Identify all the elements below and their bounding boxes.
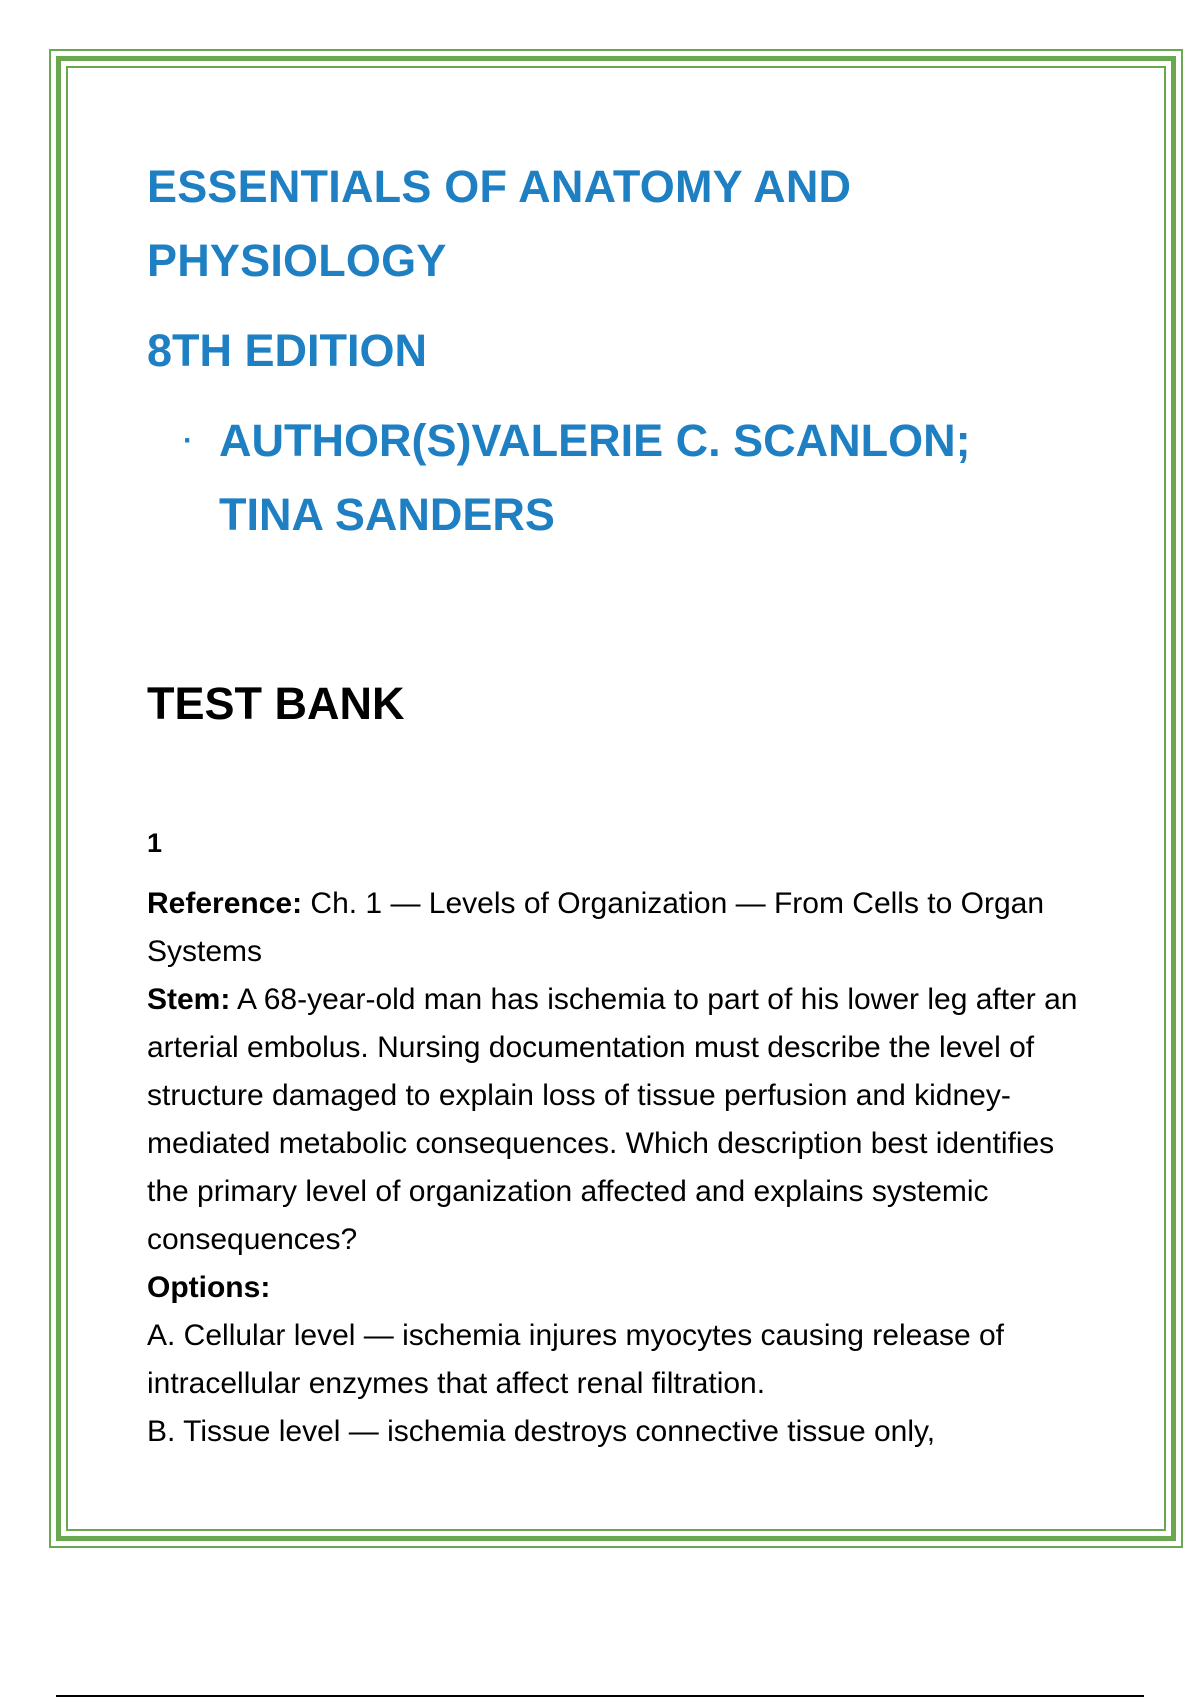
option-b: B. Tissue level — ischemia destroys connective tissue only,	[147, 1415, 936, 1448]
reference-text: Ch. 1 — Levels of Organization — From Cells to Organ Systems	[147, 887, 1045, 968]
bullet-icon: ·	[183, 424, 193, 457]
authors-list-item	[147, 404, 1097, 552]
authors-line-2: TINA SANDERS	[219, 489, 555, 540]
question-body	[147, 880, 1097, 1456]
page-content	[147, 150, 1097, 1456]
reference-label: Reference:	[147, 887, 303, 920]
title-line-1: ESSENTIALS OF ANATOMY AND	[147, 161, 852, 212]
authors-line-1: AUTHOR(S)VALERIE C. SCANLON;	[219, 415, 971, 466]
stem-text: A 68-year-old man has ischemia to part of his lower leg after an arterial embolus. Nursing documentation must describe the level of structure damaged to explain loss of tissue perfusion and kidney-mediated metabolic consequences. Which description best identifies the primary level of organization affected and explains systemic consequences?	[147, 983, 1078, 1256]
footer-divider	[56, 1695, 1144, 1697]
option-a: A. Cellular level — ischemia injures myocytes causing release of intracellular enzymes that affect renal filtration.	[147, 1319, 1005, 1400]
reference-paragraph	[147, 880, 1097, 976]
section-heading: TEST BANK	[147, 678, 405, 729]
edition-label: 8TH EDITION	[147, 325, 428, 376]
document-title	[147, 150, 1097, 298]
stem-paragraph	[147, 976, 1097, 1264]
title-line-2: PHYSIOLOGY	[147, 235, 447, 286]
options-label: Options:	[147, 1271, 271, 1304]
question-number: 1	[147, 828, 163, 858]
stem-label: Stem:	[147, 983, 231, 1016]
